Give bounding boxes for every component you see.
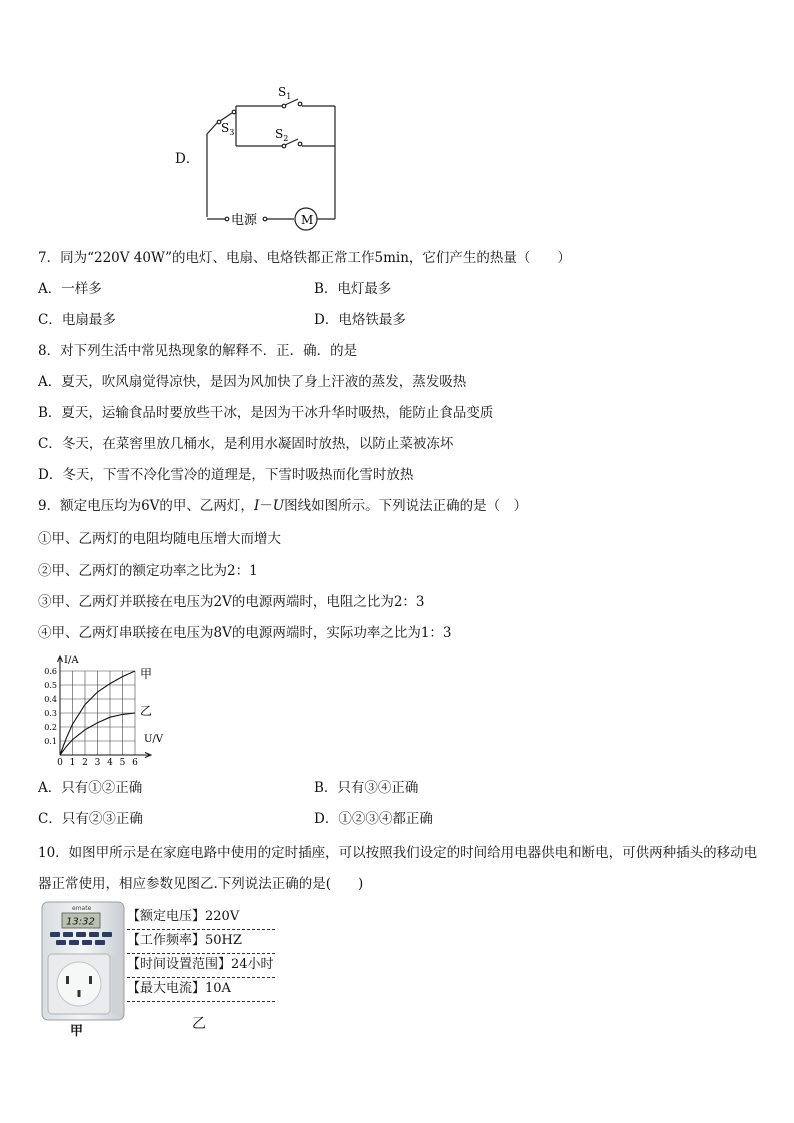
q7-option-b: B．电灯最多: [314, 281, 392, 297]
device-caption-jia: 甲: [70, 1024, 84, 1039]
spec-row: [127, 906, 275, 930]
q9-option-a: A．只有①②正确: [38, 780, 143, 796]
motor-symbol: M: [301, 213, 314, 227]
spec-value-frequency: 50HZ: [205, 933, 242, 948]
q9-stem-i: I: [253, 498, 260, 514]
q9-statement-3: ③甲、乙两灯并联接在电压为2V的电源两端时，电阻之比为2：3: [38, 594, 425, 610]
spec-table: [127, 906, 275, 1002]
spec-key-max-current: 【最大电流】: [127, 981, 206, 996]
chart-x-axis-label: U/V: [144, 734, 164, 745]
q10-stem: 10．如图甲所示是在家庭电路中使用的定时插座，可以按照我们设定的时间给用电器供电和断电，可供两种插头的移动电器正常使用，相应参数见图乙.下列说法正确的是( ): [38, 845, 758, 892]
iu-chart: [36, 650, 176, 765]
q9-stem-part-a: 9．额定电压均为6V的甲、乙两灯，: [38, 498, 254, 514]
spec-row: [127, 954, 275, 978]
s2-label: $S_2$: [275, 127, 289, 143]
spec-row: [127, 930, 275, 954]
q8-option-a: A．夏天，吹风扇觉得凉快，是因为风加快了身上汗液的蒸发，蒸发吸热: [38, 374, 467, 390]
option-d-label: D．: [175, 151, 200, 167]
y-tick-label: 0.6: [44, 667, 57, 676]
y-tick-label: 0.2: [44, 723, 57, 732]
spec-key-time-range: 【时间设置范围】: [127, 957, 232, 972]
spec-value-time-range: 24小时: [231, 957, 274, 972]
device-screen: 13:32: [66, 916, 95, 928]
spec-row: [127, 978, 275, 1002]
spec-caption-yi: 乙: [192, 1016, 206, 1032]
q8-option-b: B．夏天，运输食品时要放些干冰，是因为干冰升华时吸热，能防止食品变质: [38, 405, 494, 421]
s1-label: $S_1$: [278, 85, 292, 101]
chart-series-label-jia: 甲: [140, 667, 153, 681]
chart-tick-labels: [44, 667, 138, 765]
q9-stem-dash: －: [259, 498, 273, 514]
x-tick-label: 1: [69, 758, 76, 765]
q7-option-c: C．电扇最多: [38, 312, 116, 328]
y-tick-label: 0.1: [44, 737, 57, 746]
q9-option-d: D．①②③④都正确: [314, 811, 433, 827]
q9-statement-2: ②甲、乙两灯的额定功率之比为2：1: [38, 563, 258, 579]
q7-option-a: A．一样多: [38, 281, 102, 297]
x-tick-label: 2: [82, 758, 88, 765]
q9-statement-1: ①甲、乙两灯的电阻均随电压增大而增大: [38, 531, 281, 547]
s3-label: $S_3$: [221, 121, 235, 137]
q7-stem: 7．同为“220V 40W”的电灯、电扇、电烙铁都正常工作5min，它们产生的热量（ ）: [38, 250, 571, 266]
q9-statement-4: ④甲、乙两灯串联接在电压为8V的电源两端时，实际功率之比为1：3: [38, 625, 452, 641]
q8-option-d: D．冬天，下雪不冷化雪冷的道理是，下雪时吸热而化雪时放热: [38, 467, 414, 483]
y-tick-label: 0.3: [44, 709, 57, 718]
power-source-label: 电源: [231, 213, 258, 228]
chart-series-label-yi: 乙: [140, 704, 153, 718]
spec-value-max-current: 10A: [205, 981, 231, 996]
q7-option-d: D．电烙铁最多: [314, 312, 406, 328]
circuit-diagram-d: [195, 82, 350, 232]
q9-stem-part-b: 图线如图所示。下列说法正确的是（ ）: [284, 498, 528, 514]
q9-option-b: B．只有③④正确: [314, 780, 419, 796]
spec-key-voltage: 【额定电压】: [127, 909, 206, 924]
spec-value-voltage: 220V: [205, 909, 240, 924]
y-tick-label: 0.4: [44, 695, 57, 704]
q9-stem-u: U: [272, 498, 285, 514]
q8-option-c: C．冬天，在菜窖里放几桶水，是利用水凝固时放热，以防止菜被冻坏: [38, 436, 454, 452]
chart-grid: [60, 671, 135, 755]
chart-y-axis-label: I/A: [64, 655, 79, 666]
x-tick-label: 6: [132, 758, 138, 765]
spec-key-frequency: 【工作频率】: [127, 933, 206, 948]
device-brand: emate: [72, 905, 92, 912]
q9-option-c: C．只有②③正确: [38, 811, 143, 827]
timer-socket-image: [38, 900, 128, 1025]
x-tick-label: 5: [119, 758, 126, 765]
x-tick-label: 3: [94, 758, 101, 765]
y-tick-label: 0.5: [44, 681, 57, 690]
x-tick-label: 0: [57, 758, 63, 765]
x-tick-label: 4: [107, 758, 113, 765]
q8-stem: 8．对下列生活中常见热现象的解释不．正．确．的是: [38, 343, 358, 359]
q9-stem: [38, 497, 527, 515]
